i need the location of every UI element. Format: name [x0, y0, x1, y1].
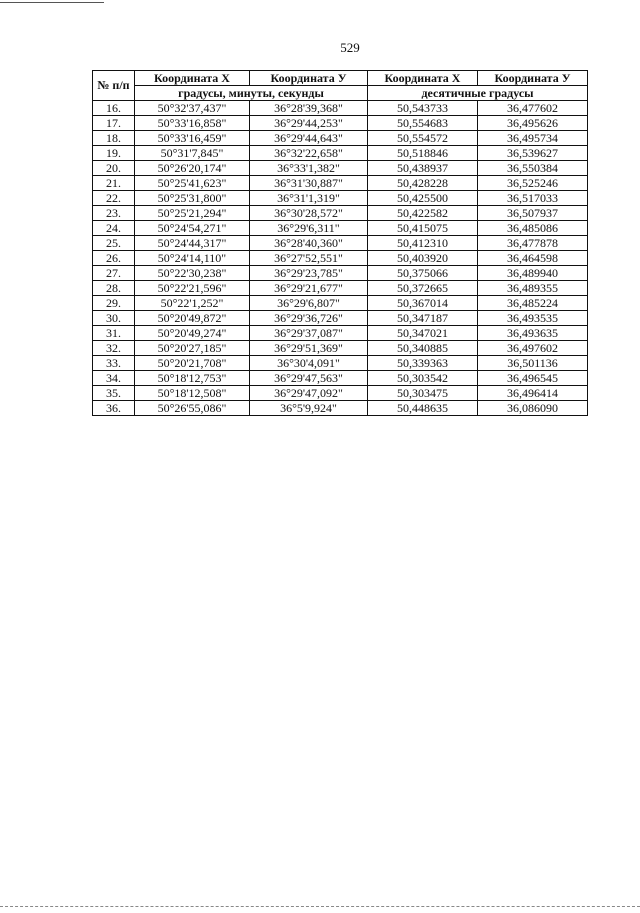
- cell-x-decimal: 50,438937: [368, 161, 478, 176]
- header-decimal-group: десятичные градусы: [368, 86, 588, 101]
- cell-x-dms: 50°20'49,872": [135, 311, 250, 326]
- row-number: 31.: [93, 326, 135, 341]
- row-number: 27.: [93, 266, 135, 281]
- cell-y-dms: 36°29'23,785": [250, 266, 368, 281]
- cell-x-decimal: 50,375066: [368, 266, 478, 281]
- cell-y-decimal: 36,493535: [478, 311, 588, 326]
- row-number: 23.: [93, 206, 135, 221]
- table-row: [93, 281, 588, 296]
- table-row: [93, 371, 588, 386]
- cell-x-decimal: 50,415075: [368, 221, 478, 236]
- cell-x-decimal: 50,428228: [368, 176, 478, 191]
- row-number: 36.: [93, 401, 135, 416]
- cell-y-decimal: 36,539627: [478, 146, 588, 161]
- cell-x-decimal: 50,340885: [368, 341, 478, 356]
- cell-x-dms: 50°25'41,623": [135, 176, 250, 191]
- header-number: № п/п: [93, 71, 135, 101]
- cell-y-decimal: 36,489940: [478, 266, 588, 281]
- cell-x-decimal: 50,403920: [368, 251, 478, 266]
- row-number: 22.: [93, 191, 135, 206]
- cell-x-decimal: 50,303542: [368, 371, 478, 386]
- cell-x-decimal: 50,425500: [368, 191, 478, 206]
- table-row: [93, 101, 588, 116]
- row-number: 20.: [93, 161, 135, 176]
- cell-y-decimal: 36,501136: [478, 356, 588, 371]
- cell-x-dms: 50°26'55,086": [135, 401, 250, 416]
- cell-y-dms: 36°29'44,253": [250, 116, 368, 131]
- cell-y-dms: 36°30'4,091": [250, 356, 368, 371]
- table-row: [93, 176, 588, 191]
- cell-y-decimal: 36,525246: [478, 176, 588, 191]
- row-number: 17.: [93, 116, 135, 131]
- cell-x-dms: 50°18'12,753": [135, 371, 250, 386]
- cell-y-decimal: 36,495626: [478, 116, 588, 131]
- row-number: 29.: [93, 296, 135, 311]
- cell-y-dms: 36°28'40,360": [250, 236, 368, 251]
- cell-y-decimal: 36,489355: [478, 281, 588, 296]
- cell-y-dms: 36°29'36,726": [250, 311, 368, 326]
- cell-y-decimal: 36,485086: [478, 221, 588, 236]
- row-number: 18.: [93, 131, 135, 146]
- cell-x-dms: 50°32'37,437": [135, 101, 250, 116]
- row-number: 24.: [93, 221, 135, 236]
- cell-x-dms: 50°20'27,185": [135, 341, 250, 356]
- cell-x-decimal: 50,367014: [368, 296, 478, 311]
- cell-x-dms: 50°20'21,708": [135, 356, 250, 371]
- cell-x-dms: 50°22'1,252": [135, 296, 250, 311]
- table-row: [93, 326, 588, 341]
- table-row: [93, 116, 588, 131]
- table-row: [93, 311, 588, 326]
- cell-x-dms: 50°33'16,459": [135, 131, 250, 146]
- coordinates-table: [92, 70, 588, 416]
- table-row: [93, 251, 588, 266]
- cell-y-dms: 36°29'44,643": [250, 131, 368, 146]
- row-number: 25.: [93, 236, 135, 251]
- row-number: 34.: [93, 371, 135, 386]
- header-y-decimal: Координата У: [478, 71, 588, 86]
- cell-x-decimal: 50,412310: [368, 236, 478, 251]
- cell-y-dms: 36°29'6,311": [250, 221, 368, 236]
- cell-x-dms: 50°24'44,317": [135, 236, 250, 251]
- cell-y-decimal: 36,477878: [478, 236, 588, 251]
- cell-y-dms: 36°30'28,572": [250, 206, 368, 221]
- table-row: [93, 206, 588, 221]
- cell-y-decimal: 36,495734: [478, 131, 588, 146]
- cell-y-decimal: 36,086090: [478, 401, 588, 416]
- cell-y-dms: 36°33'1,382": [250, 161, 368, 176]
- cell-y-dms: 36°29'47,563": [250, 371, 368, 386]
- cell-x-decimal: 50,518846: [368, 146, 478, 161]
- cell-y-dms: 36°27'52,551": [250, 251, 368, 266]
- cell-x-decimal: 50,554572: [368, 131, 478, 146]
- cell-y-decimal: 36,507937: [478, 206, 588, 221]
- cell-x-dms: 50°24'14,110": [135, 251, 250, 266]
- cell-x-dms: 50°26'20,174": [135, 161, 250, 176]
- table-row: [93, 221, 588, 236]
- table-row: [93, 401, 588, 416]
- table-row: [93, 161, 588, 176]
- table-row: [93, 386, 588, 401]
- table-row: [93, 341, 588, 356]
- cell-x-dms: 50°18'12,508": [135, 386, 250, 401]
- cell-y-dms: 36°29'21,677": [250, 281, 368, 296]
- cell-x-decimal: 50,347021: [368, 326, 478, 341]
- cell-x-dms: 50°33'16,858": [135, 116, 250, 131]
- cell-x-dms: 50°20'49,274": [135, 326, 250, 341]
- cell-x-decimal: 50,303475: [368, 386, 478, 401]
- cell-y-decimal: 36,496414: [478, 386, 588, 401]
- cell-x-dms: 50°25'31,800": [135, 191, 250, 206]
- cell-y-decimal: 36,477602: [478, 101, 588, 116]
- cell-y-dms: 36°28'39,368": [250, 101, 368, 116]
- row-number: 30.: [93, 311, 135, 326]
- cell-x-dms: 50°25'21,294": [135, 206, 250, 221]
- cell-x-decimal: 50,347187: [368, 311, 478, 326]
- cell-y-decimal: 36,497602: [478, 341, 588, 356]
- cell-x-decimal: 50,554683: [368, 116, 478, 131]
- cell-x-dms: 50°22'21,596": [135, 281, 250, 296]
- cell-y-decimal: 36,493635: [478, 326, 588, 341]
- cell-y-decimal: 36,517033: [478, 191, 588, 206]
- cell-y-dms: 36°29'51,369": [250, 341, 368, 356]
- cell-y-decimal: 36,464598: [478, 251, 588, 266]
- cell-x-dms: 50°24'54,271": [135, 221, 250, 236]
- cell-y-dms: 36°29'47,092": [250, 386, 368, 401]
- row-number: 16.: [93, 101, 135, 116]
- cell-y-dms: 36°32'22,658": [250, 146, 368, 161]
- cell-x-decimal: 50,448635: [368, 401, 478, 416]
- table-row: [93, 131, 588, 146]
- header-x-dms: Координата Х: [135, 71, 250, 86]
- row-number: 35.: [93, 386, 135, 401]
- row-number: 21.: [93, 176, 135, 191]
- cell-y-dms: 36°31'1,319": [250, 191, 368, 206]
- row-number: 33.: [93, 356, 135, 371]
- header-x-decimal: Координата Х: [368, 71, 478, 86]
- bottom-margin-line: [0, 906, 640, 907]
- header-y-dms: Координата У: [250, 71, 368, 86]
- table-row: [93, 146, 588, 161]
- row-number: 32.: [93, 341, 135, 356]
- cell-y-dms: 36°5'9,924": [250, 401, 368, 416]
- table-row: [93, 236, 588, 251]
- cell-y-decimal: 36,550384: [478, 161, 588, 176]
- table-row: [93, 356, 588, 371]
- cell-x-decimal: 50,543733: [368, 101, 478, 116]
- cell-x-decimal: 50,422582: [368, 206, 478, 221]
- top-margin-line: [0, 2, 104, 3]
- row-number: 26.: [93, 251, 135, 266]
- row-number: 28.: [93, 281, 135, 296]
- cell-y-decimal: 36,496545: [478, 371, 588, 386]
- row-number: 19.: [93, 146, 135, 161]
- cell-x-dms: 50°22'30,238": [135, 266, 250, 281]
- table-row: [93, 191, 588, 206]
- page-number: 529: [340, 40, 360, 55]
- cell-x-decimal: 50,372665: [368, 281, 478, 296]
- header-dms-group: градусы, минуты, секунды: [135, 86, 368, 101]
- table-row: [93, 296, 588, 311]
- cell-y-dms: 36°29'37,087": [250, 326, 368, 341]
- cell-y-dms: 36°31'30,887": [250, 176, 368, 191]
- cell-x-dms: 50°31'7,845": [135, 146, 250, 161]
- cell-y-dms: 36°29'6,807": [250, 296, 368, 311]
- cell-y-decimal: 36,485224: [478, 296, 588, 311]
- table-row: [93, 266, 588, 281]
- cell-x-decimal: 50,339363: [368, 356, 478, 371]
